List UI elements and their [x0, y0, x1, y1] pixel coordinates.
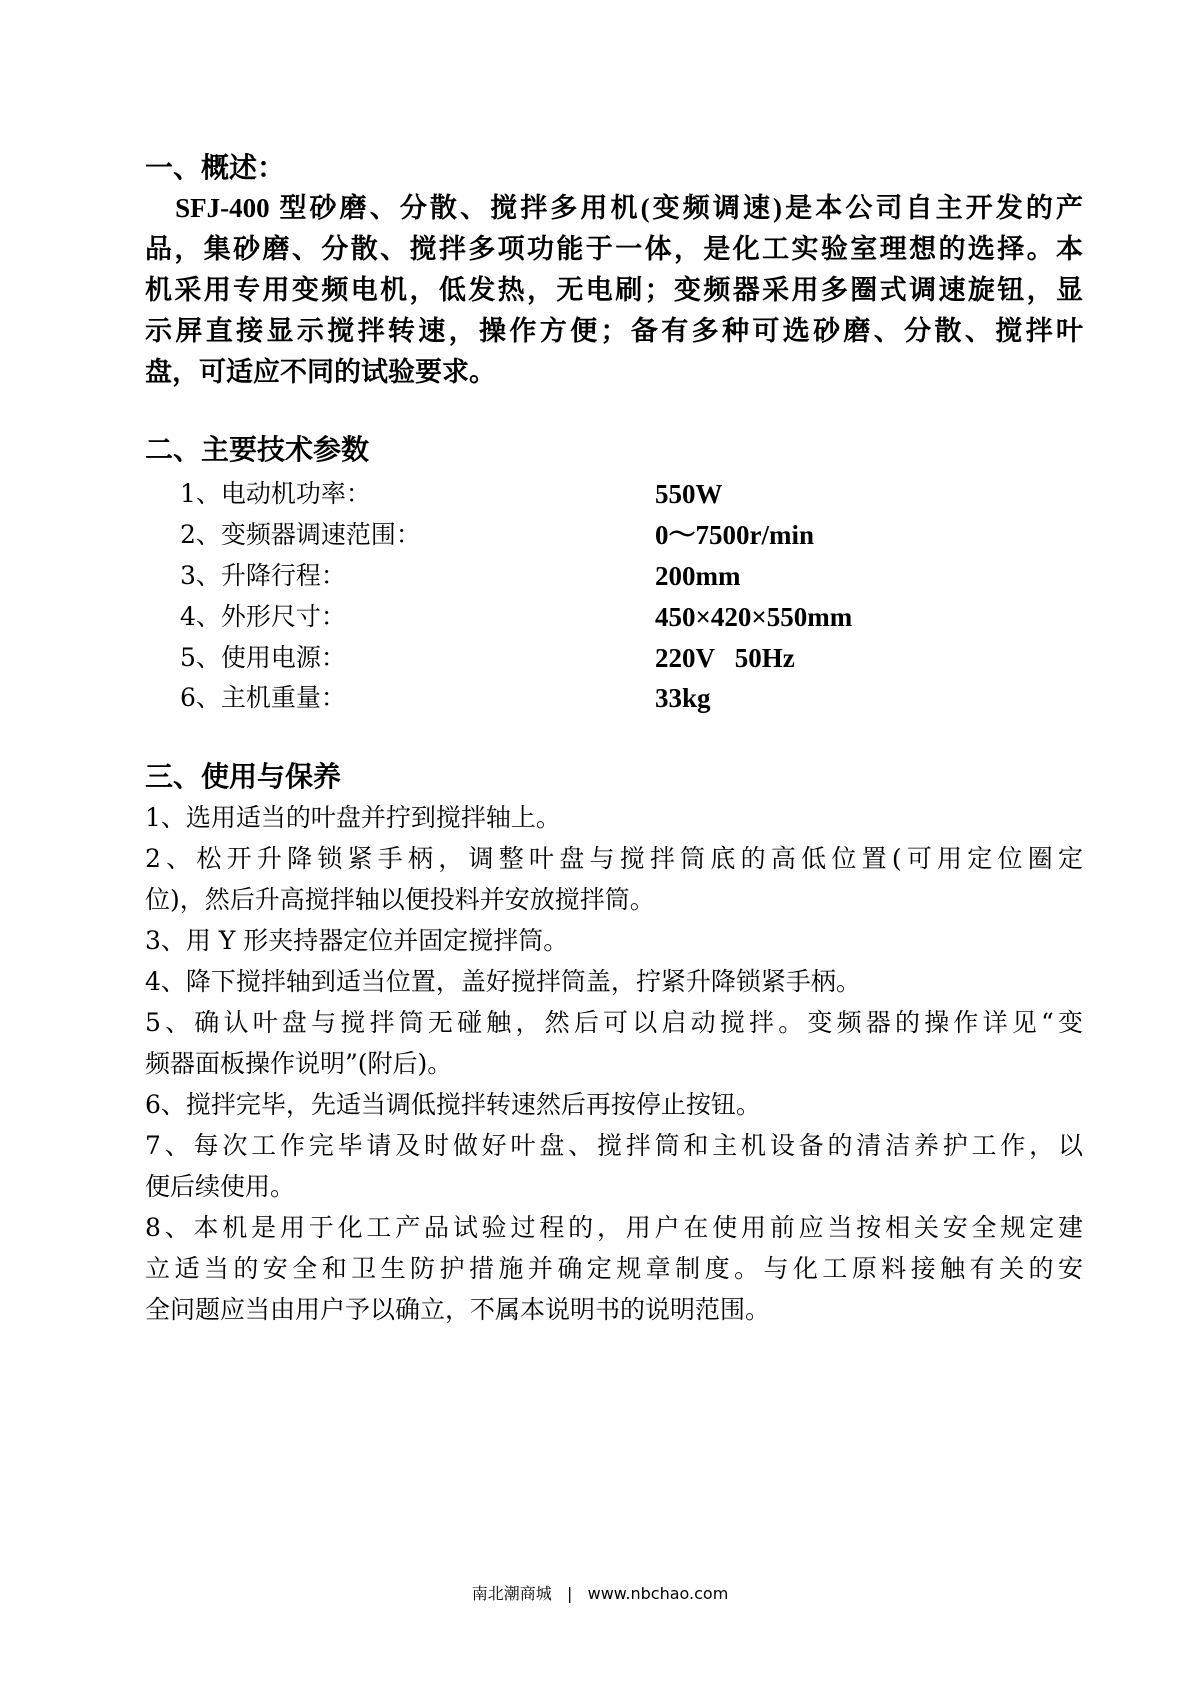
spec-label: 5、使用电源：	[180, 643, 346, 672]
spec-value: 450×420×550mm	[655, 602, 853, 632]
usage-line: 全问题应当由用户予以确立，不属本说明书的说明范围。	[145, 1295, 771, 1324]
spec-label: 3、升降行程：	[180, 561, 346, 590]
usage-line: 8、本机是用于化工产品试验过程的，用户在使用前应当按相关安全规定建	[145, 1213, 1083, 1242]
overview-line: 示屏直接显示搅拌转速，操作方便；备有多种可选砂磨、分散、搅拌叶	[145, 316, 1083, 346]
spec-label: 1、电动机功率：	[180, 479, 371, 508]
spec-value: 33kg	[655, 683, 711, 713]
usage-line: 1、选用适当的叶盘并拧到搅拌轴上。	[145, 803, 561, 832]
usage-line: 4、降下搅拌轴到适当位置，盖好搅拌筒盖，拧紧升降锁紧手柄。	[145, 967, 861, 996]
spec-value: 550W	[655, 479, 723, 509]
section-heading-overview: 一、概述：	[145, 151, 286, 184]
spec-label: 6、主机重量：	[180, 683, 346, 712]
section-heading-specs: 二、主要技术参数	[145, 433, 370, 466]
usage-line: 3、用 Y 形夹持器定位并固定搅拌筒。	[145, 926, 569, 955]
spec-label: 2、变频器调速范围：	[180, 520, 421, 549]
usage-line: 6、搅拌完毕，先适当调低搅拌转速然后再按停止按钮。	[145, 1090, 761, 1119]
overview-line: 盘，可适应不同的试验要求。	[145, 357, 496, 387]
usage-line: 便后续使用。	[145, 1172, 296, 1201]
usage-line: 位)，然后升高搅拌轴以便投料并安放搅拌筒。	[145, 885, 655, 914]
footer-watermark: 南北潮商城 | www.nbchao.com	[471, 1584, 729, 1603]
overview-line: 品，集砂磨、分散、搅拌多项功能于一体，是化工实验室理想的选择。本	[145, 234, 1083, 264]
overview-line: SFJ-400 型砂磨、分散、搅拌多用机(变频调速)是本公司自主开发的产	[145, 193, 1083, 223]
usage-line: 7、每次工作完毕请及时做好叶盘、搅拌筒和主机设备的清洁养护工作，以	[145, 1131, 1083, 1160]
overview-line: 机采用专用变频电机，低发热，无电刷；变频器采用多圈式调速旋钮，显	[145, 275, 1083, 305]
usage-line: 立适当的安全和卫生防护措施并确定规章制度。与化工原料接触有关的安	[145, 1254, 1083, 1283]
spec-label: 4、外形尺寸：	[180, 602, 346, 631]
usage-line: 2、松开升降锁紧手柄，调整叶盘与搅拌筒底的高低位置(可用定位圈定	[145, 844, 1083, 873]
spec-value: 200mm	[655, 561, 741, 591]
spec-value: 0～7500r/min	[655, 520, 814, 550]
spec-value: 220V 50Hz	[655, 643, 795, 673]
usage-line: 频器面板操作说明”(附后)。	[145, 1049, 453, 1078]
usage-line: 5、确认叶盘与搅拌筒无碰触，然后可以启动搅拌。变频器的操作详见“变	[145, 1008, 1083, 1037]
section-heading-usage: 三、使用与保养	[145, 760, 342, 793]
